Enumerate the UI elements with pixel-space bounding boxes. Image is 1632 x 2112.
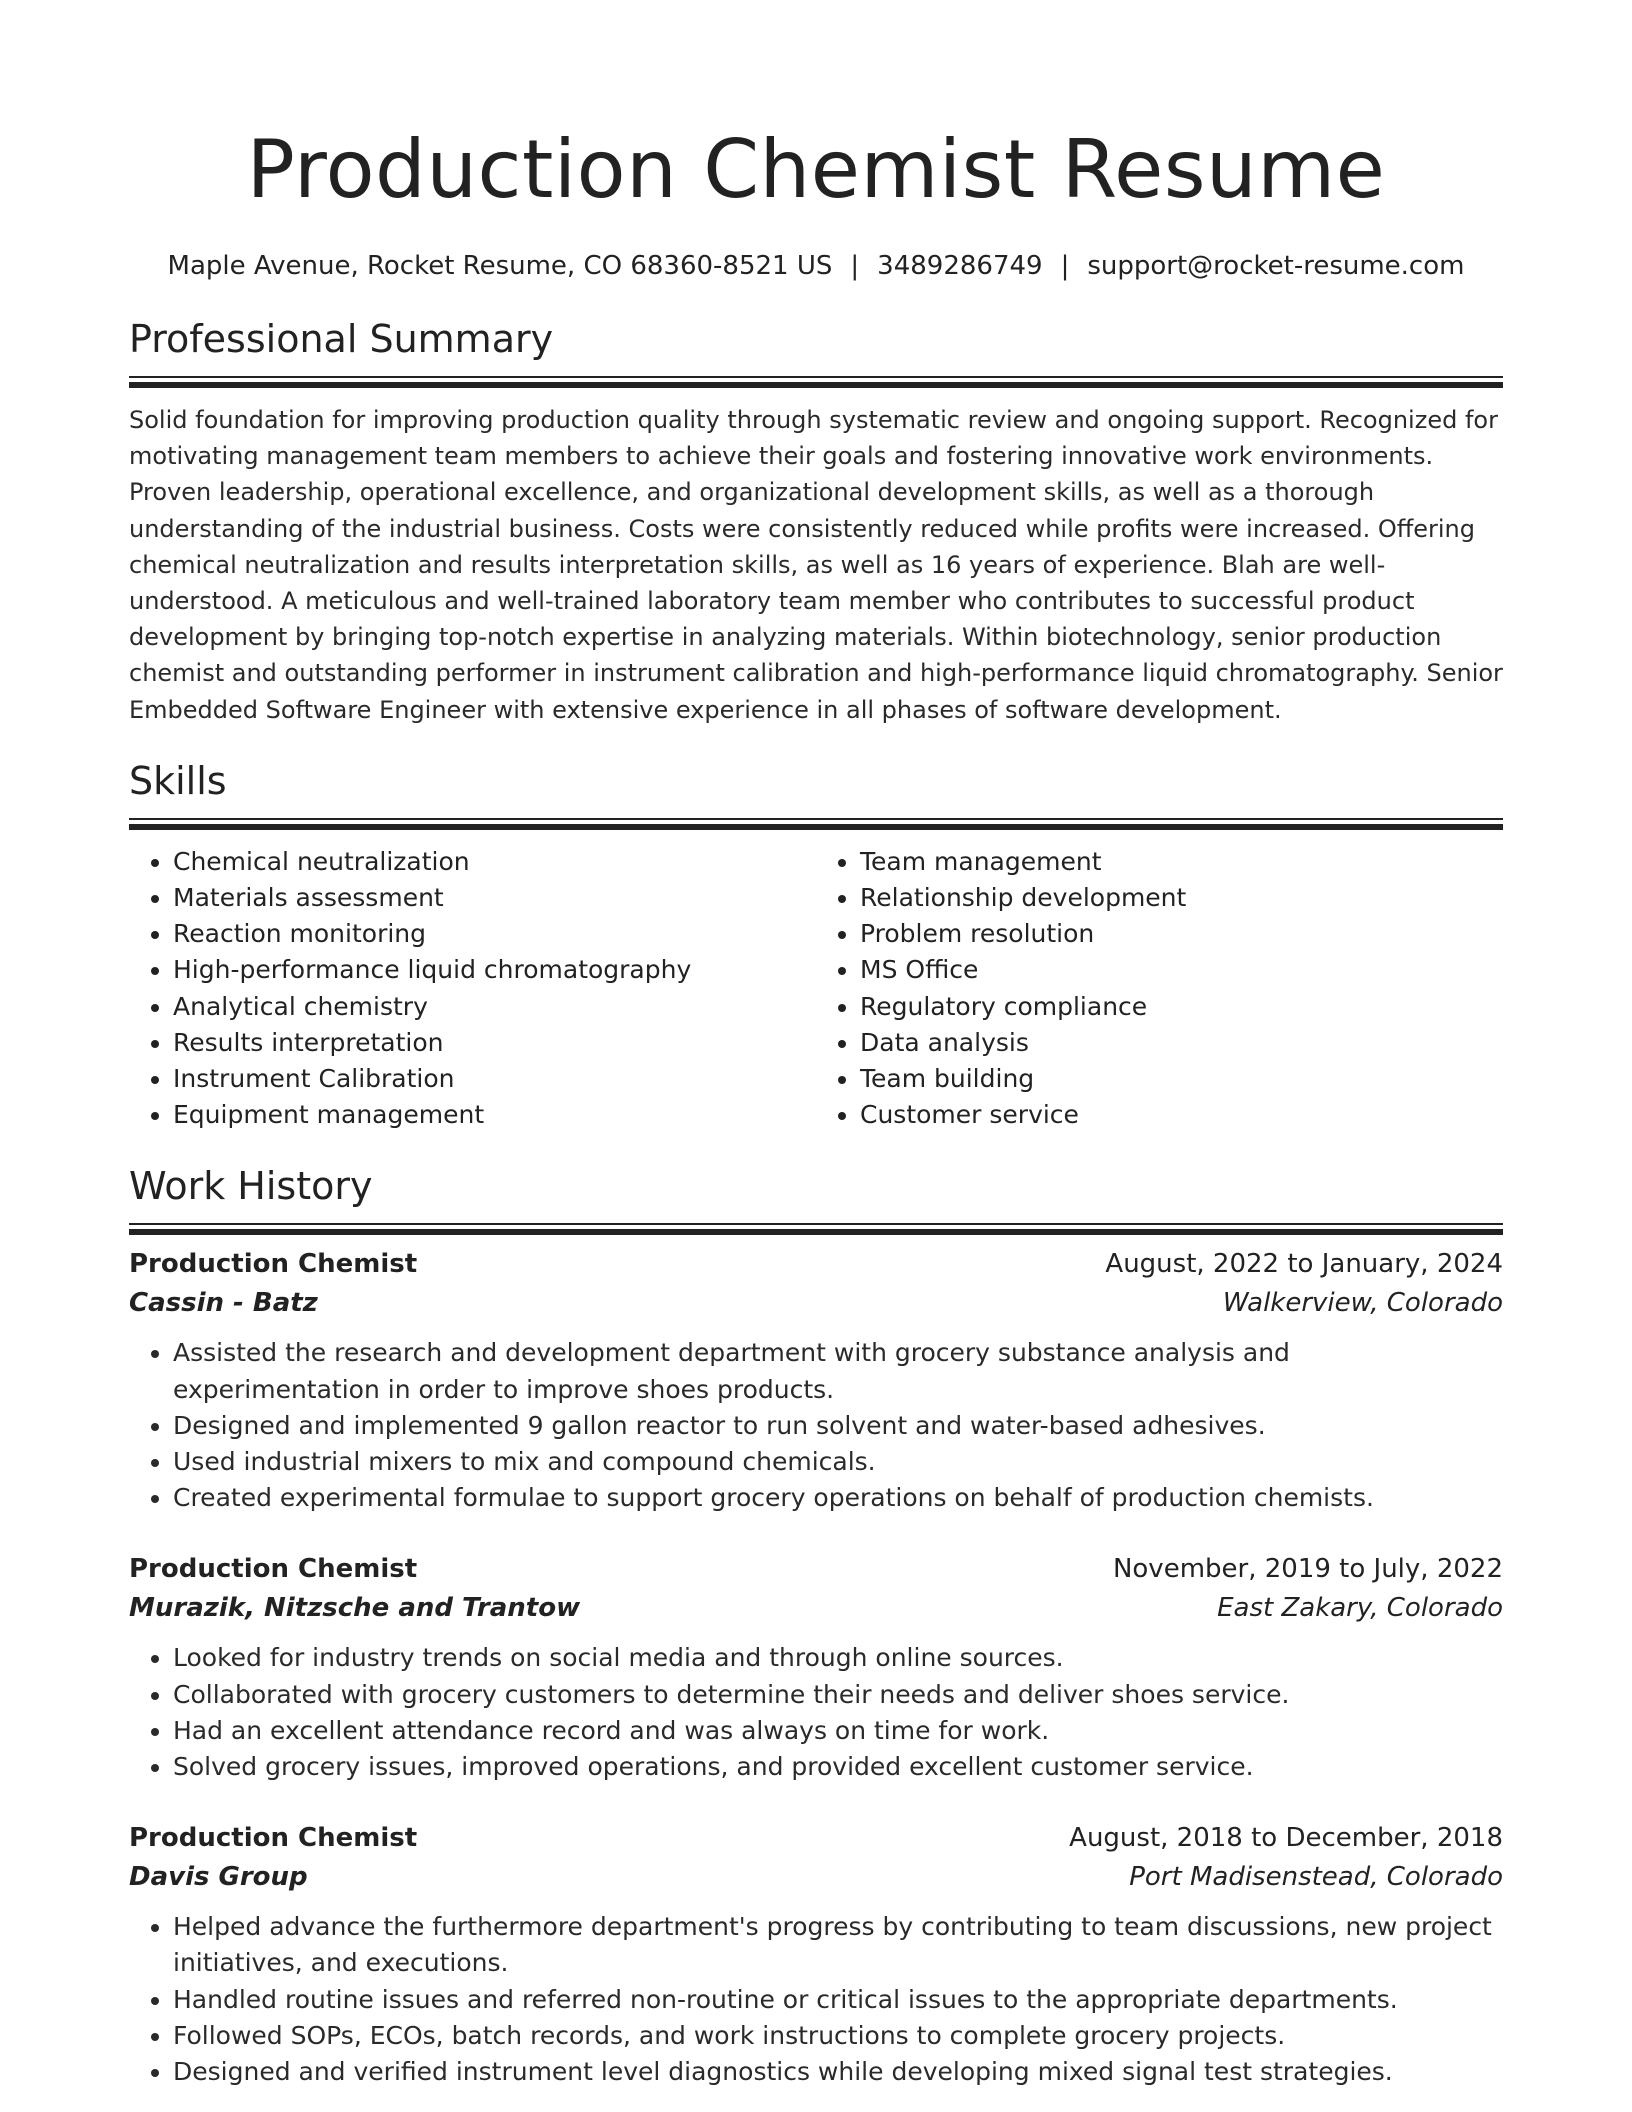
job-bullet: • Designed and verified instrument level diagnostics while developing mixed signal test strategies. bbox=[173, 2054, 1503, 2090]
job-header-row bbox=[129, 1550, 1503, 1589]
job-dates: November, 2019 to July, 2022 bbox=[1112, 1554, 1503, 1585]
skill-item: • Team building bbox=[860, 1061, 1503, 1097]
skills-columns bbox=[129, 844, 1503, 1134]
job-bullet: • Designed and implemented 9 gallon reactor to run solvent and water-based adhesives. bbox=[173, 1408, 1503, 1444]
job-title: Production Chemist bbox=[129, 1823, 418, 1854]
job-dates: August, 2018 to December, 2018 bbox=[1069, 1823, 1503, 1854]
job-bullet: • Had an excellent attendance record and was always on time for work. bbox=[173, 1713, 1503, 1749]
skill-item: • Materials assessment bbox=[173, 880, 816, 916]
contact-phone: 3489286749 bbox=[877, 251, 1043, 281]
job-subheader-row bbox=[129, 1589, 1503, 1628]
job-entry bbox=[129, 1550, 1503, 1785]
skill-item: • High-performance liquid chromatography bbox=[173, 952, 816, 988]
job-bullet: • Used industrial mixers to mix and compound chemicals. bbox=[173, 1444, 1503, 1480]
job-header-row bbox=[129, 1245, 1503, 1284]
skills-list-right bbox=[816, 844, 1503, 1134]
professional-summary-section bbox=[129, 314, 1503, 728]
skills-list-left bbox=[129, 844, 816, 1134]
section-divider bbox=[129, 376, 1503, 388]
skill-item: • MS Office bbox=[860, 952, 1503, 988]
job-subheader-row bbox=[129, 1858, 1503, 1897]
job-bullets bbox=[129, 1335, 1503, 1516]
job-company: Murazik, Nitzsche and Trantow bbox=[129, 1593, 581, 1624]
job-title: Production Chemist bbox=[129, 1554, 418, 1585]
skill-item: • Problem resolution bbox=[860, 916, 1503, 952]
work-history-section bbox=[129, 1161, 1503, 2090]
contact-separator: | bbox=[850, 251, 860, 281]
skill-item: • Data analysis bbox=[860, 1025, 1503, 1061]
skill-item: • Equipment management bbox=[173, 1097, 816, 1133]
skill-item: • Analytical chemistry bbox=[173, 989, 816, 1025]
skill-item: • Chemical neutralization bbox=[173, 844, 816, 880]
contact-address: Maple Avenue, Rocket Resume, CO 68360-8521 US bbox=[167, 251, 833, 281]
skill-item: • Team management bbox=[860, 844, 1503, 880]
job-bullet: • Followed SOPs, ECOs, batch records, and work instructions to complete grocery projects. bbox=[173, 2018, 1503, 2054]
job-bullet: • Helped advance the furthermore department's progress by contributing to team discussions, new project initiatives, and executions. bbox=[173, 1909, 1503, 1981]
summary-text: Solid foundation for improving production quality through systematic review and ongoing support. Recognized for motivating management team members to achieve their goals and fostering innovative work environments. Proven leadership, operational excellence, and organizational development skills, as well as a thorough understanding of the industrial business. Costs were consistently reduced while profits were increased. Offering chemical neutralization and results interpretation skills, as well as 16 years of experience. Blah are well-understood. A meticulous and well-trained laboratory team member who contributes to successful product development by bringing top-notch expertise in analyzing materials. Within biotechnology, senior production chemist and outstanding performer in instrument calibration and high-performance liquid chromatography. Senior Embedded Software Engineer with extensive experience in all phases of software development. bbox=[129, 406, 1503, 724]
job-location: East Zakary, Colorado bbox=[1217, 1593, 1503, 1624]
job-company: Cassin - Batz bbox=[129, 1288, 318, 1319]
job-location: Port Madisenstead, Colorado bbox=[1129, 1862, 1503, 1893]
job-location: Walkerview, Colorado bbox=[1222, 1288, 1503, 1319]
job-subheader-row bbox=[129, 1284, 1503, 1323]
job-title: Production Chemist bbox=[129, 1249, 418, 1280]
job-dates: August, 2022 to January, 2024 bbox=[1105, 1249, 1503, 1280]
section-divider bbox=[129, 1223, 1503, 1235]
job-bullet: • Solved grocery issues, improved operations, and provided excellent customer service. bbox=[173, 1749, 1503, 1785]
section-heading-summary: Professional Summary bbox=[129, 317, 554, 361]
skill-item: • Reaction monitoring bbox=[173, 916, 816, 952]
job-bullet: • Looked for industry trends on social media and through online sources. bbox=[173, 1640, 1503, 1676]
contact-separator: | bbox=[1060, 251, 1070, 281]
skills-section bbox=[129, 756, 1503, 1134]
job-bullet: • Collaborated with grocery customers to determine their needs and deliver shoes service. bbox=[173, 1677, 1503, 1713]
contact-email: support@rocket-resume.com bbox=[1087, 251, 1465, 281]
skill-item: • Customer service bbox=[860, 1097, 1503, 1133]
job-bullet: • Handled routine issues and referred non-routine or critical issues to the appropriate departments. bbox=[173, 1982, 1503, 2018]
job-entry bbox=[129, 1819, 1503, 2090]
section-heading-work-history: Work History bbox=[129, 1164, 373, 1209]
skill-item: • Relationship development bbox=[860, 880, 1503, 916]
contact-line bbox=[129, 248, 1503, 284]
skill-item: • Results interpretation bbox=[173, 1025, 816, 1061]
job-company: Davis Group bbox=[129, 1862, 308, 1893]
skill-item: • Regulatory compliance bbox=[860, 989, 1503, 1025]
section-heading-skills: Skills bbox=[129, 758, 227, 803]
skill-item: • Instrument Calibration bbox=[173, 1061, 816, 1097]
job-bullet: • Assisted the research and development department with grocery substance analysis and experimentation in order to improve shoes products. bbox=[173, 1335, 1503, 1407]
job-header-row bbox=[129, 1819, 1503, 1858]
job-bullets bbox=[129, 1909, 1503, 2090]
resume-title: Production Chemist Resume bbox=[246, 123, 1386, 216]
job-entry bbox=[129, 1245, 1503, 1516]
job-bullets bbox=[129, 1640, 1503, 1785]
job-bullet: • Created experimental formulae to support grocery operations on behalf of production chemists. bbox=[173, 1480, 1503, 1516]
section-divider bbox=[129, 818, 1503, 830]
